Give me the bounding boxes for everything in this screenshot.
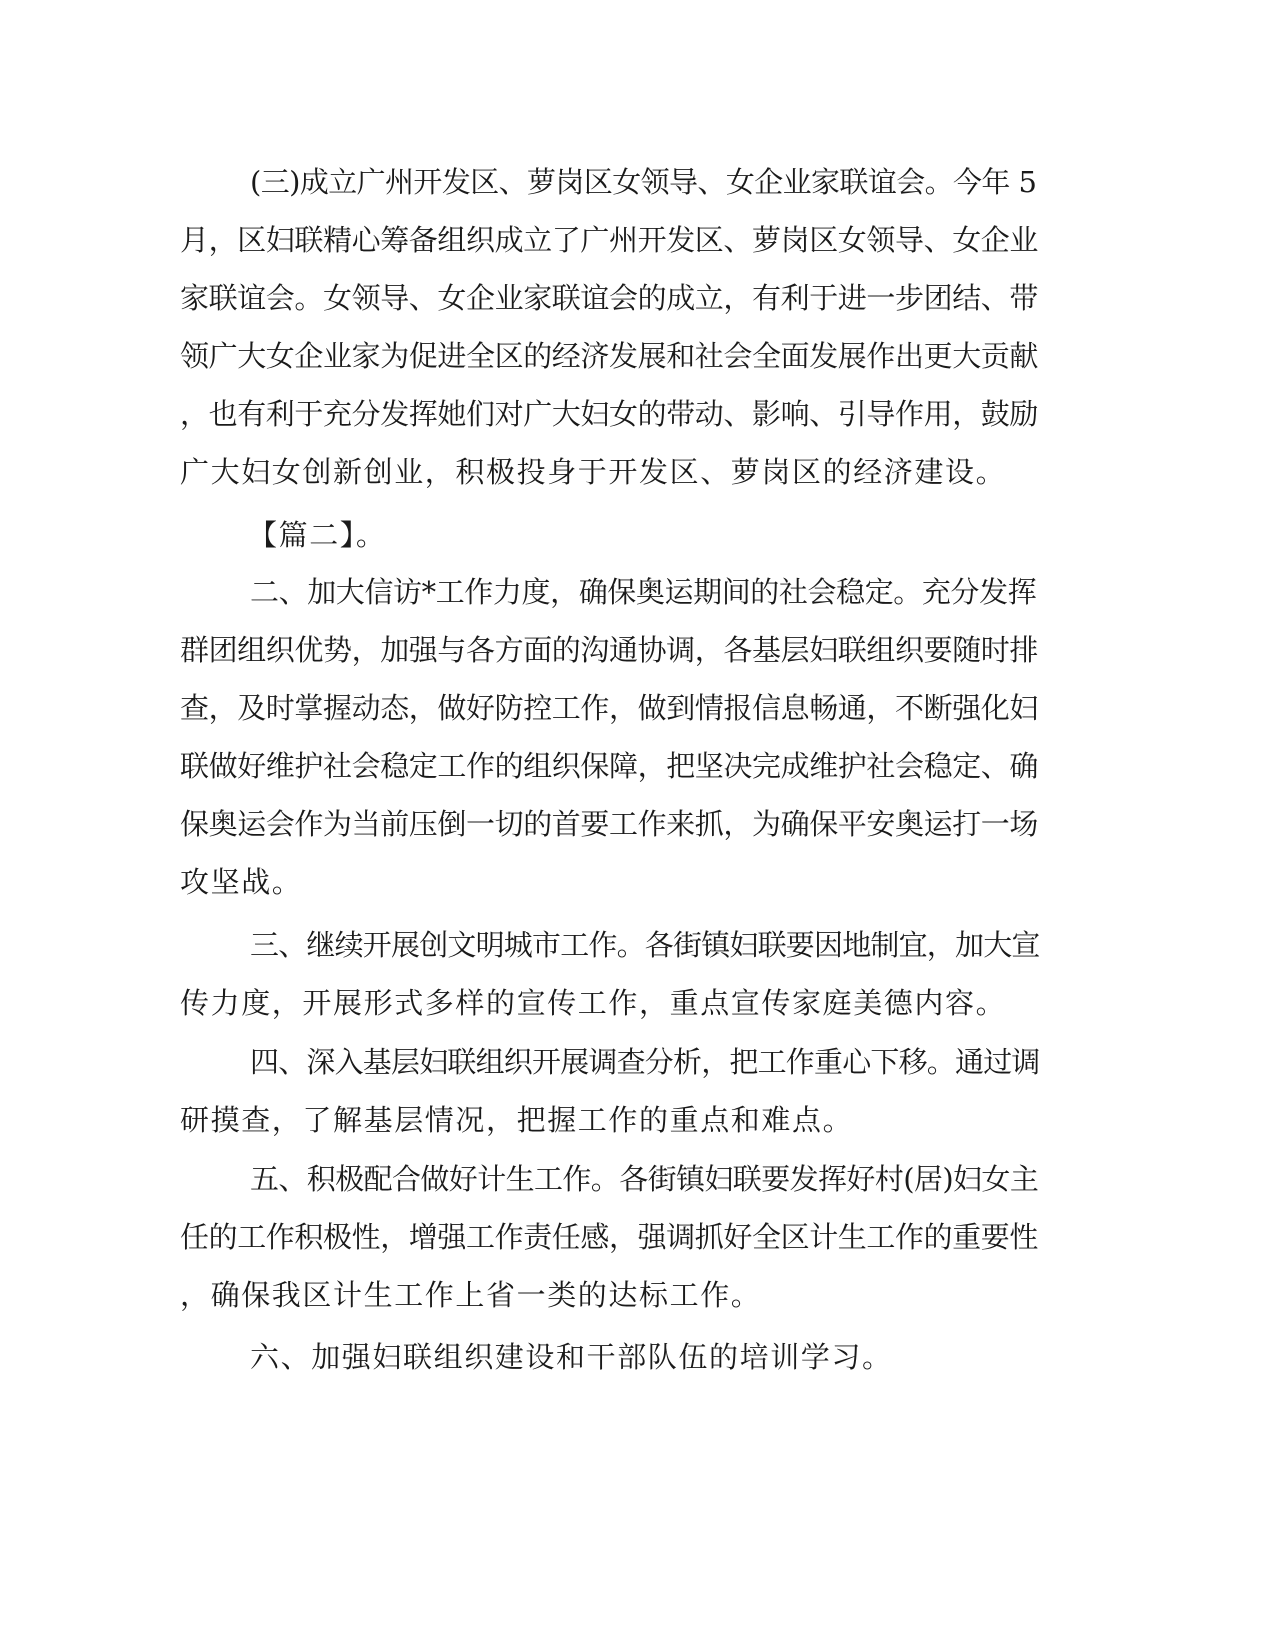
text-line: 研摸查，了解基层情况，把握工作的重点和难点。 — [180, 1103, 854, 1137]
text-line: 任的工作积极性，增强工作责任感，强调抓好全区计生工作的重要性 — [180, 1220, 1039, 1254]
text-line: 领广大女企业家为促进全区的经济发展和社会全面发展作出更大贡献 — [180, 339, 1039, 373]
text-line: 月，区妇联精心筹备组织成立了广州开发区、萝岗区女领导、女企业 — [180, 223, 1039, 257]
text-line: ，确保我区计生工作上省一类的达标工作。 — [180, 1278, 762, 1312]
text-line: 查，及时掌握动态，做好防控工作，做到情报信息畅通，不断强化妇 — [180, 691, 1039, 725]
text-line: (三)成立广州开发区、萝岗区女领导、女企业家联谊会。今年 5 — [250, 165, 1037, 199]
text-line: 二、加大信访*工作力度，确保奥运期间的社会稳定。充分发挥 — [250, 575, 1037, 609]
text-line: 五、积极配合做好计生工作。各街镇妇联要发挥好村(居)妇女主 — [250, 1162, 1039, 1196]
text-line: 四、深入基层妇联组织开展调查分析，把工作重心下移。通过调 — [250, 1045, 1040, 1079]
text-line: 保奥运会作为当前压倒一切的首要工作来抓，为确保平安奥运打一场 — [180, 807, 1039, 841]
text-line: 联做好维护社会稳定工作的组织保障，把坚决完成维护社会稳定、确 — [180, 749, 1039, 783]
text-line: 攻坚战。 — [180, 865, 303, 899]
text-line: 群团组织优势，加强与各方面的沟通协调，各基层妇联组织要随时排 — [180, 633, 1039, 667]
text-line: 传力度，开展形式多样的宣传工作，重点宣传家庭美德内容。 — [180, 986, 1007, 1020]
text-line: 三、继续开展创文明城市工作。各街镇妇联要因地制宜，加大宣 — [250, 928, 1040, 962]
text-line: 六、加强妇联组织建设和干部队伍的培训学习。 — [250, 1340, 893, 1374]
text-line: ，也有利于充分发挥她们对广大妇女的带动、影响、引导作用，鼓励 — [180, 397, 1039, 431]
section-heading: 【篇二】。 — [248, 518, 387, 552]
text-line: 广大妇女创新创业，积极投身于开发区、萝岗区的经济建设。 — [180, 455, 1007, 489]
text-line: 家联谊会。女领导、女企业家联谊会的成立，有利于进一步团结、带 — [180, 281, 1039, 315]
